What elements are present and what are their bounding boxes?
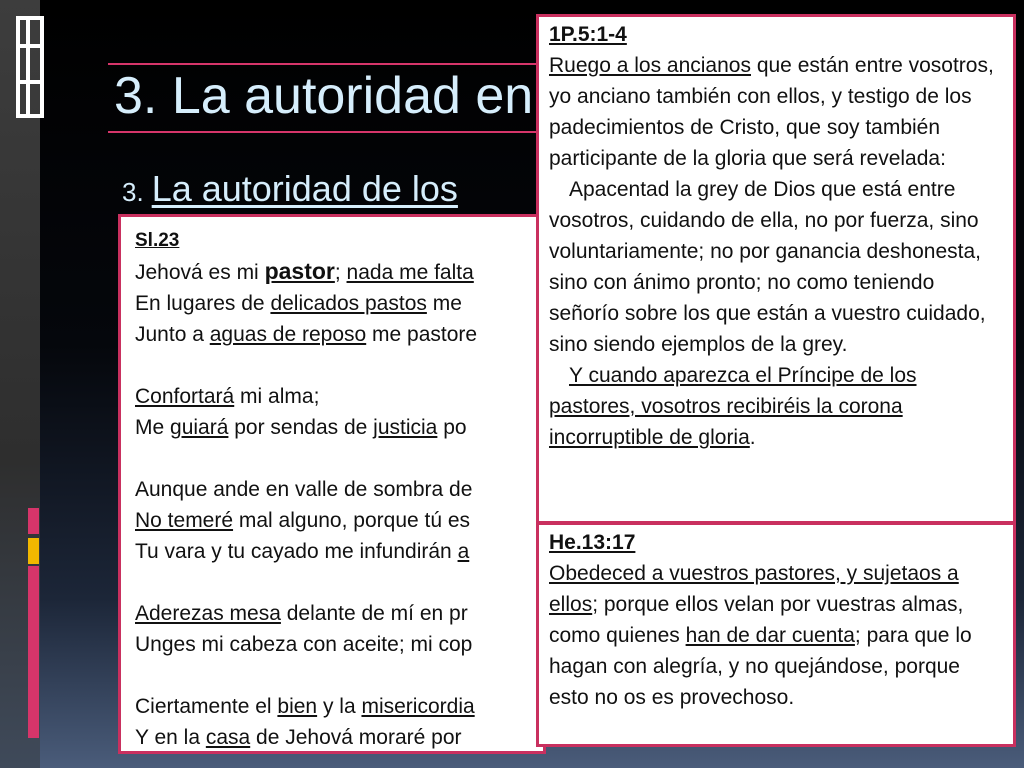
stanza-gap [135,350,543,381]
subtitle [122,168,458,210]
peter-paragraph-3: Y cuando aparezca el Príncipe de los pastores, vosotros recibiréis la corona incorruptible de gloria. [549,364,917,449]
psalm-line: Y en la casa de Jehová moraré por [135,726,462,749]
accent-bar-yellow [28,538,39,564]
psalm-panel [118,214,546,754]
peter-paragraph-2: Apacentad la grey de Dios que está entre vosotros, cuidando de ella, no por fuerza, sino voluntariamente; no por ganancia deshonesta, sino con ánimo pronto; no como teniendo señorío sobre los que están a vuestro cuidado, sino siendo ejemplos de la grey. [549,178,986,356]
psalm-line: Junto a aguas de reposo me pastore [135,323,478,346]
accent-bar-top [28,508,39,534]
psalm-line: Unges mi cabeza con aceite; mi cop [135,633,473,656]
psalm-line: Confortará mi alma; [135,385,320,408]
psalm-line: En lugares de delicados pastos me [135,292,462,315]
stanza-gap [135,443,543,474]
psalm-reference: Sl.23 [135,230,180,251]
psalm-line: Ciertamente el bien y la misericordia [135,695,475,718]
title-rule-bottom [108,131,548,133]
stanza-gap [135,660,543,691]
grid-icon [16,16,44,118]
subtitle-number: 3. [122,177,144,207]
peter-paragraph-1: Ruego a los ancianos que están entre vosotros, yo anciano también con ellos, y testigo de los padecimientos de Cristo, que soy también participante de la gloria que será revelada: [549,54,994,170]
slide-title: 3. La autoridad en [114,67,534,125]
stanza-gap [135,567,543,598]
hebrews-paragraph: Obedeced a vuestros pastores, y sujetaos a ellos; porque ellos velan por vuestras almas, como quienes han de dar cuenta; para que lo hagan con alegría, y no quejándose, porque esto no os es provechoso. [549,562,972,709]
psalm-line: Aunque ande en valle de sombra de [135,478,473,501]
hebrews-reference: He.13:17 [549,531,636,554]
psalm-line: No temeré mal alguno, porque tú es [135,509,471,532]
psalm-line: Aderezas mesa delante de mí en pr [135,602,468,625]
subtitle-text: La autoridad de los [151,168,458,209]
accent-bar-bottom [28,566,39,738]
psalm-line: Tu vara y tu cayado me infundirán a [135,540,470,563]
peter-panel [536,14,1016,524]
peter-reference: 1P.5:1-4 [549,23,627,46]
psalm-line: Me guiará por sendas de justicia po [135,416,467,439]
title-rule-top [108,63,548,65]
hebrews-panel [536,522,1016,747]
psalm-line: Jehová es mi pastor; nada me falta [135,258,474,284]
